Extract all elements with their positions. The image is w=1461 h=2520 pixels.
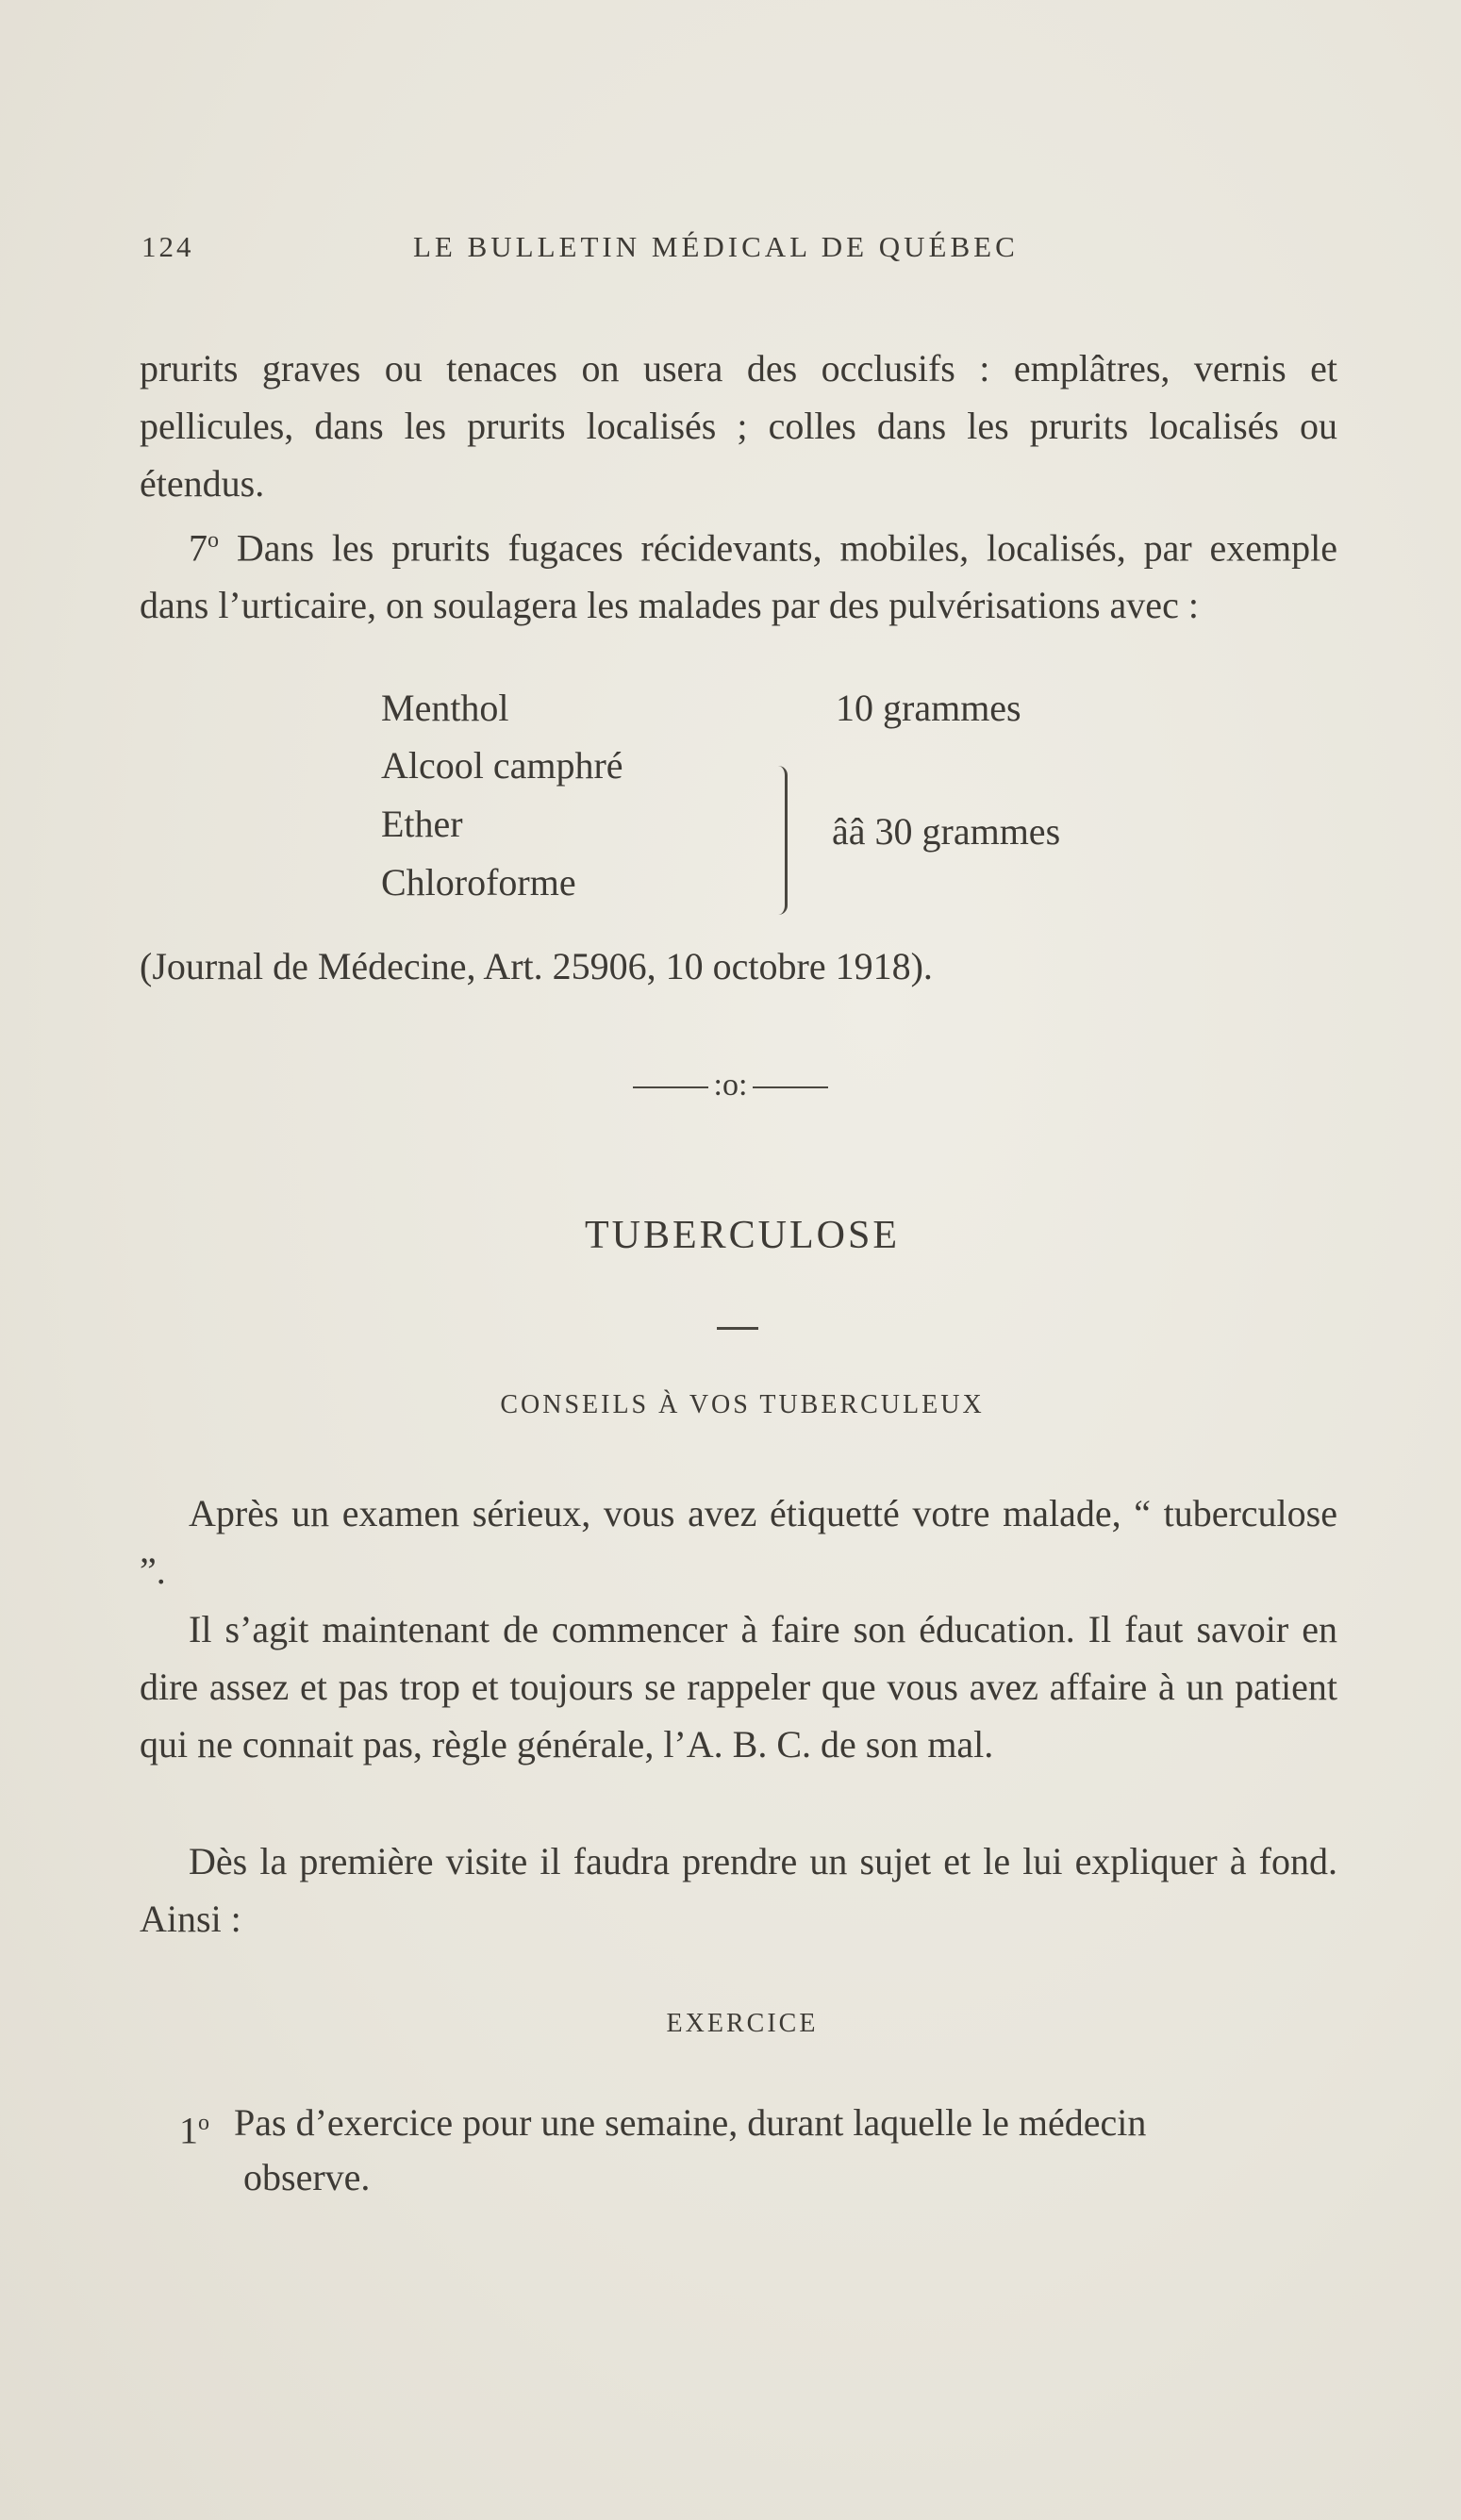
- item-number-value: 1: [179, 2109, 198, 2152]
- exercice-heading: EXERCICE: [666, 2009, 819, 2038]
- title-rule: [717, 1327, 758, 1330]
- paragraph-number-sup: o: [208, 528, 219, 553]
- brace: [772, 766, 788, 915]
- paragraph-prurits-treatment: prurits graves ou tenaces on usera des occlusifs : emplâtres, vernis et pellicules, dans les prurits localisés ; colles dans les prurits localisés ou étendus.: [140, 347, 1337, 505]
- rx-ether: Ether: [381, 803, 463, 845]
- paragraph-examen: Après un examen sérieux, vous avez étiquetté votre malade, “ tuberculose ”.: [140, 1492, 1337, 1592]
- rx-menthol-dose: 10 grammes: [836, 687, 1021, 729]
- separator-mark: :o:: [713, 1068, 748, 1102]
- item-number: [179, 2096, 209, 2158]
- paragraph-education: Il s’agit maintenant de commencer à faire son éducation. Il faut savoir en dire assez et pas trop et toujours se rappeler que vous avez affaire à un patient qui ne connait pas, règle générale, l’A. B. C. de son mal.: [140, 1608, 1337, 1766]
- separator-line-right: [753, 1086, 828, 1088]
- rx-alcool: Alcool camphré: [381, 744, 623, 787]
- journal-title: LE BULLETIN MÉDICAL DE QUÉBEC: [413, 230, 1019, 263]
- paragraph-number: 7: [189, 526, 208, 570]
- item-number-sup: o: [198, 2111, 209, 2135]
- separator: [0, 1068, 1461, 1103]
- paragraph-prurits-fugaces: [140, 512, 1337, 634]
- paragraph-premiere-visite: Dès la première visite il faudra prendre un sujet et le lui expliquer à fond. Ainsi :: [140, 1840, 1337, 1940]
- item-text-line2: observe.: [243, 2156, 371, 2198]
- section-subtitle: CONSEILS À VOS TUBERCULEUX: [500, 1390, 985, 1419]
- paragraph-text: Dans les prurits fugaces récidevants, mobiles, localisés, par exemple dans l’urticaire, on soulagera les malades par des pulvérisations avec :: [140, 526, 1337, 627]
- citation: (Journal de Médecine, Art. 25906, 10 octobre 1918).: [140, 945, 933, 987]
- item-text-line1: Pas d’exercice pour une semaine, durant laquelle le médecin: [234, 2101, 1147, 2144]
- running-header: [141, 230, 1335, 277]
- rx-aa-dose: ââ 30 grammes: [832, 810, 1061, 853]
- section-title: TUBERCULOSE: [584, 1214, 900, 1257]
- separator-line-left: [633, 1086, 708, 1088]
- rx-menthol: Menthol: [381, 687, 509, 729]
- rx-chloroforme: Chloroforme: [381, 861, 576, 904]
- page-number: 124: [141, 230, 194, 263]
